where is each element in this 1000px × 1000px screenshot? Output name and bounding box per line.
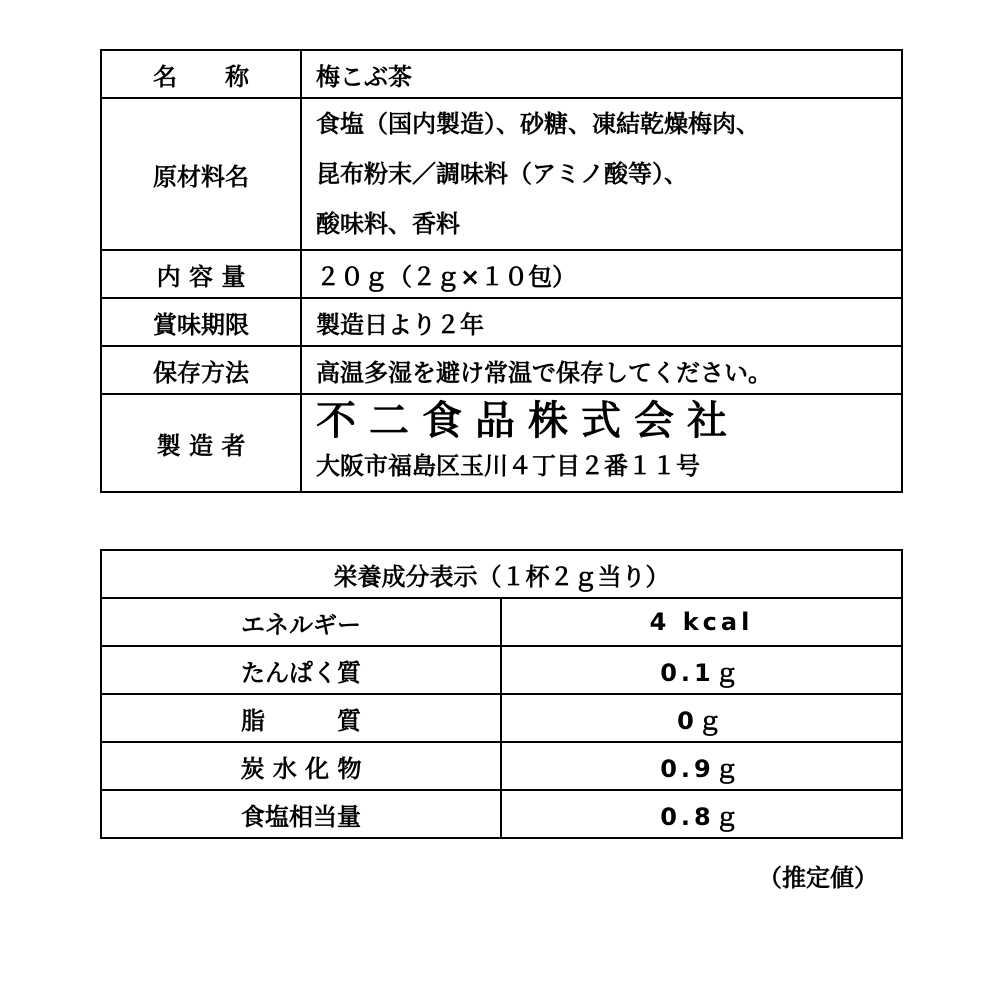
nutrient-name: たんぱく質: [101, 646, 501, 694]
nutrient-value: 4 kcal: [501, 598, 902, 646]
maker-row: [101, 394, 902, 492]
nutrition-title-row: [101, 550, 902, 598]
ingredients-line: 食塩（国内製造）、砂糖、凍結乾燥梅肉、: [316, 110, 760, 138]
name-row: [101, 50, 902, 98]
ingredients-line: 酸味料、香料: [316, 210, 460, 238]
nutrient-value: 0.8ｇ: [501, 790, 902, 838]
maker-address: 大阪市福島区玉川４丁目２番１１号: [316, 452, 700, 480]
product-label-table: [100, 49, 903, 493]
nutrition-facts-table: [100, 549, 903, 839]
expiry-label: 賞味期限: [101, 298, 301, 346]
content-row: [101, 250, 902, 298]
maker-company: 不二食品株式会社: [316, 397, 740, 444]
ingredients-value: [301, 98, 902, 250]
nutrition-title: 栄養成分表示（１杯２ｇ当り）: [101, 550, 902, 598]
estimated-value-note: （推定値）: [758, 864, 878, 892]
storage-value: 高温多湿を避け常温で保存してください。: [301, 346, 902, 394]
nutrition-row: [101, 742, 902, 790]
maker-value: [301, 394, 902, 492]
expiry-row: [101, 298, 902, 346]
expiry-value: 製造日より２年: [301, 298, 902, 346]
nutrient-value: 0.1ｇ: [501, 646, 902, 694]
nutrition-row: [101, 646, 902, 694]
ingredients-line: 昆布粉末／調味料（アミノ酸等）、: [316, 160, 688, 188]
ingredients-label: 原材料名: [101, 98, 301, 250]
nutrition-row: [101, 694, 902, 742]
nutrition-row: [101, 790, 902, 838]
nutrient-value: 0.9ｇ: [501, 742, 902, 790]
name-label: 名 称: [101, 50, 301, 98]
nutrient-name: 炭 水 化 物: [101, 742, 501, 790]
storage-row: [101, 346, 902, 394]
nutrient-value: 0ｇ: [501, 694, 902, 742]
content-value: ２０ｇ（２ｇ×１０包）: [301, 250, 902, 298]
maker-label: 製 造 者: [101, 394, 301, 492]
storage-label: 保存方法: [101, 346, 301, 394]
name-value: 梅こぶ茶: [301, 50, 902, 98]
ingredients-row: [101, 98, 902, 250]
nutrient-name: 脂 質: [101, 694, 501, 742]
nutrition-row: [101, 598, 902, 646]
nutrient-name: 食塩相当量: [101, 790, 501, 838]
nutrient-name: エネルギー: [101, 598, 501, 646]
content-label: 内 容 量: [101, 250, 301, 298]
